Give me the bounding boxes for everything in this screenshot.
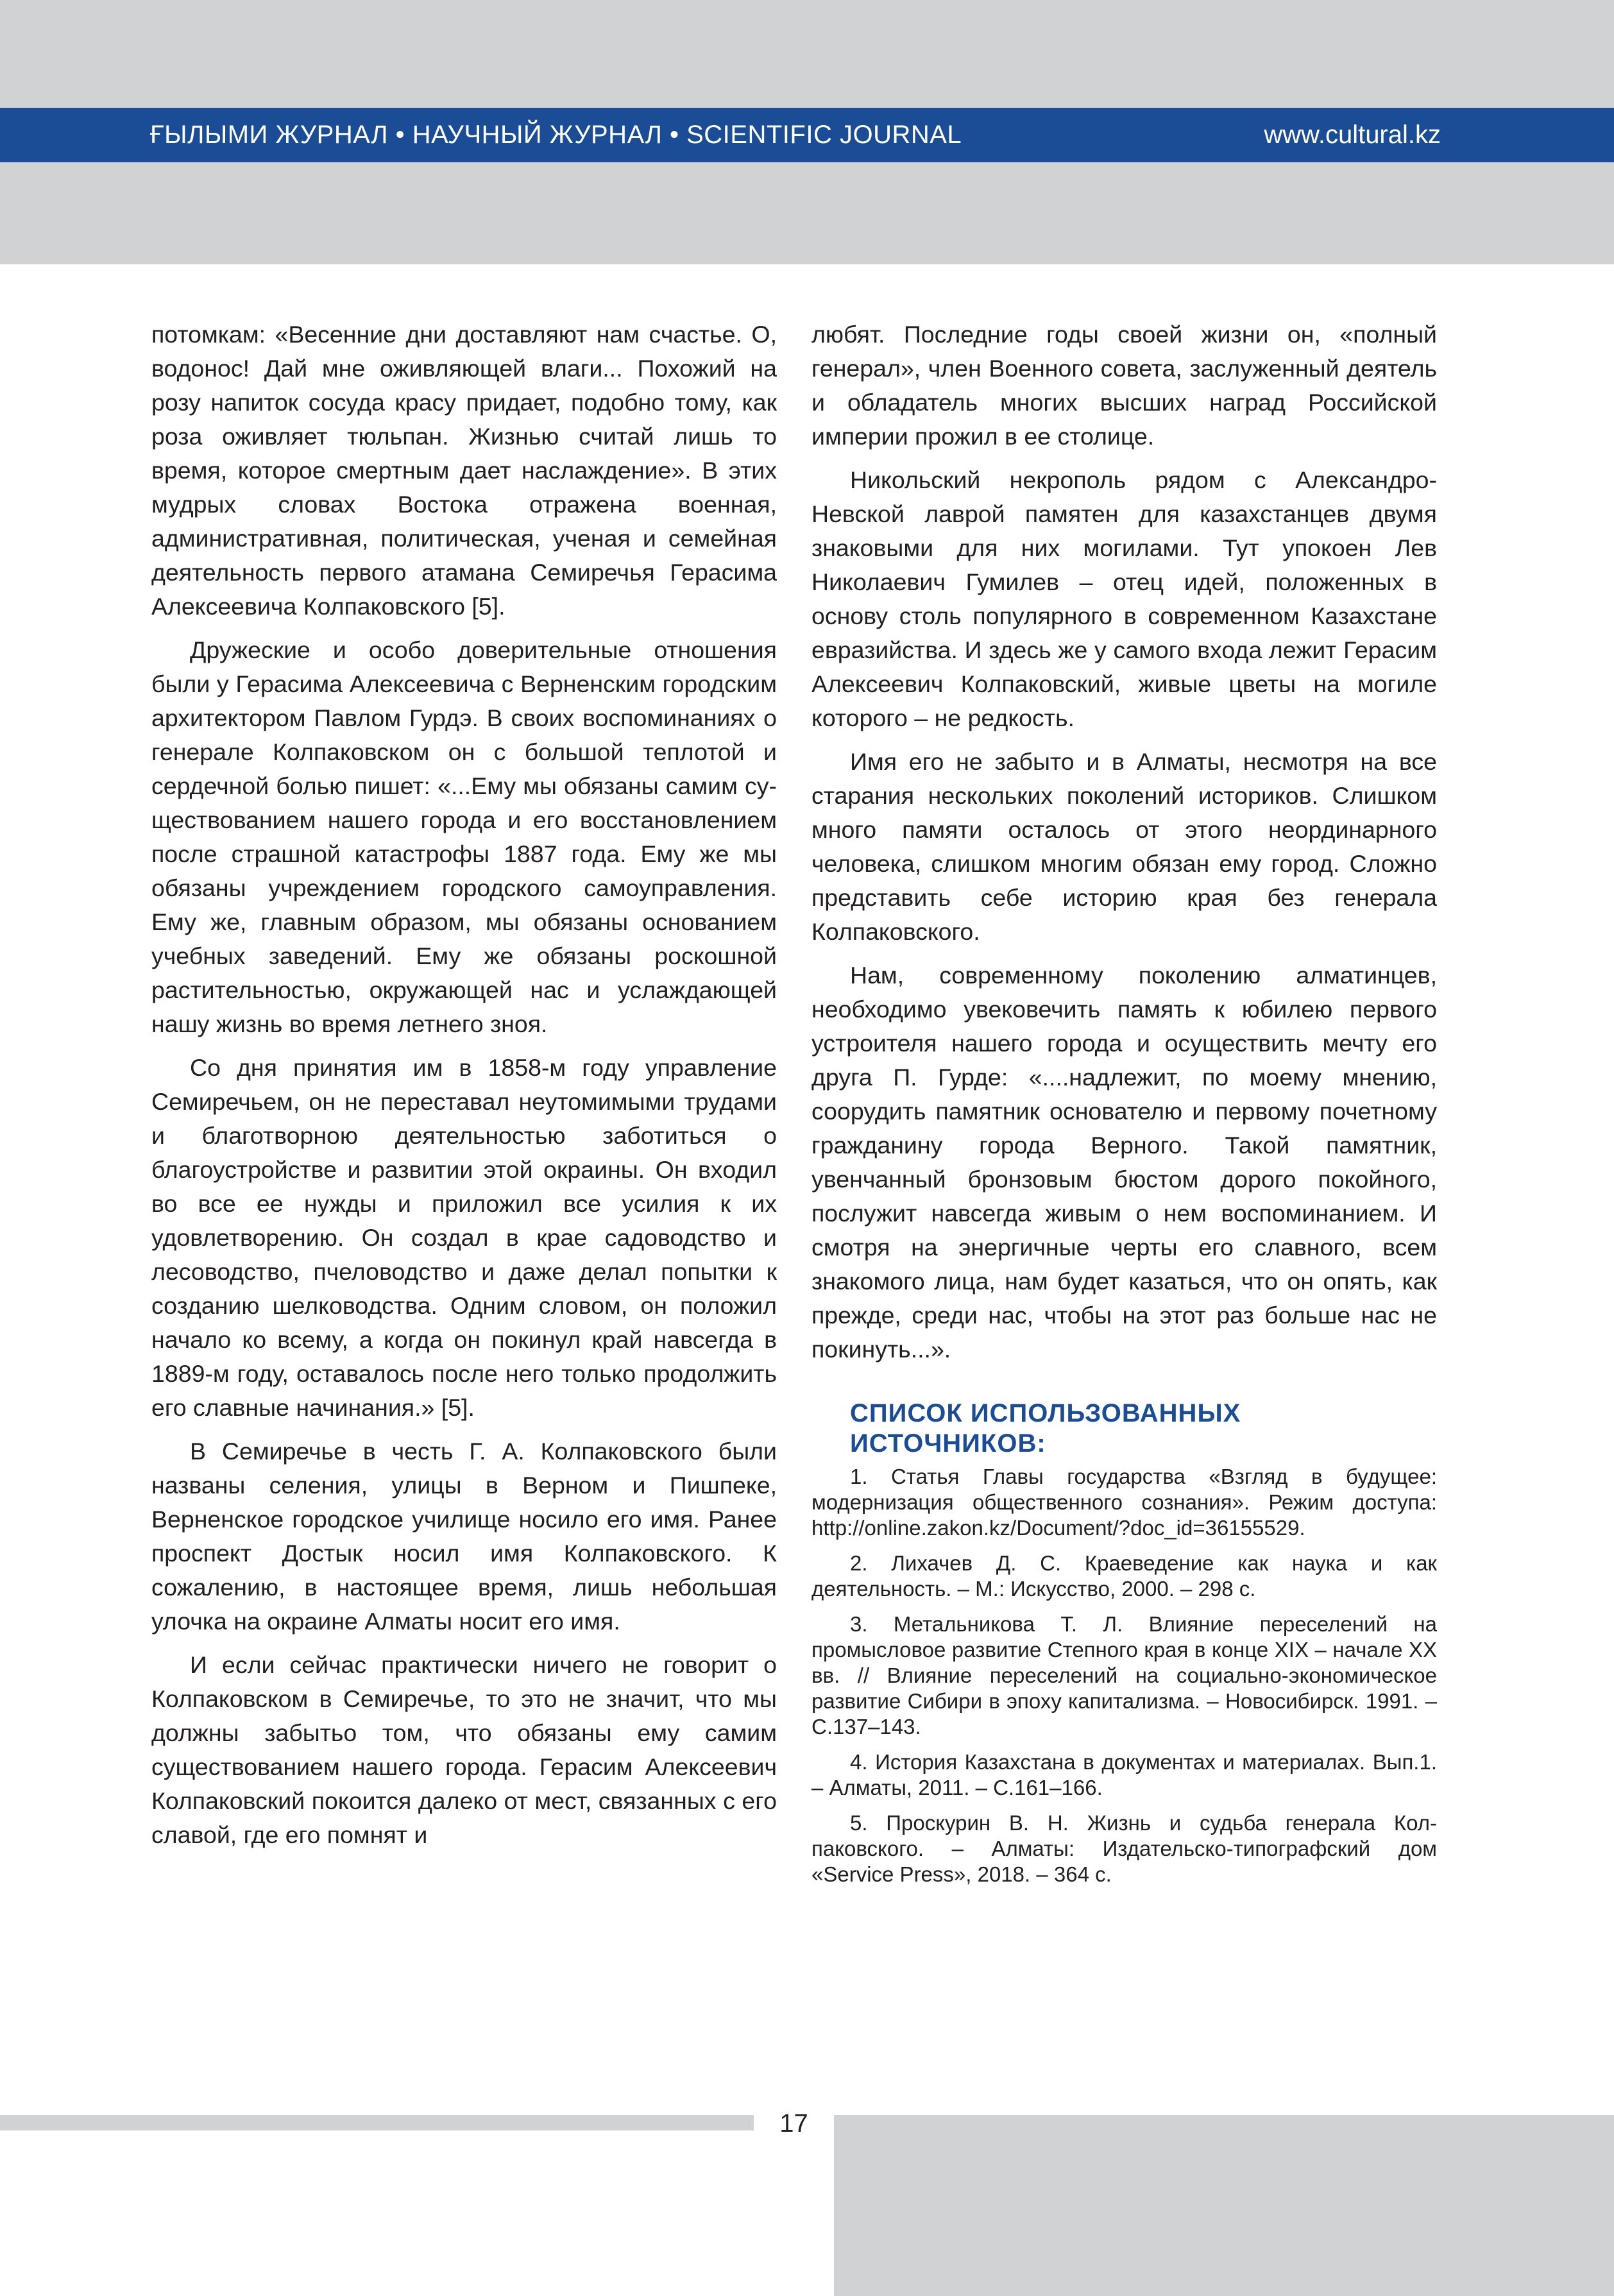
references-heading-line1: СПИСОК ИСПОЛЬЗОВАННЫХ	[850, 1399, 1241, 1427]
paragraph: Никольский некрополь рядом с Александро-Невской лаврой памятен для казахстанцев двумя знаковыми для них могилами. Тут упокоен Лев Николаевич Гумилев – отец идей, положенных в основу столь популярного в современном Казахстане евразийства. И здесь же у самого входа лежит Герасим Алексеевич Колпаковский, живые цветы на могиле которого – не редкость.	[811, 466, 1437, 731]
footer-block	[834, 2115, 1614, 2296]
reference-item: 4. История Казахстана в документах и материалах. Вып.1. – Алматы, 2011. – С.161–166.	[811, 1750, 1437, 1799]
references-heading-line2: ИСТОЧНИКОВ:	[850, 1429, 1046, 1458]
reference-item: 2. Лихачев Д. С. Краеведение как наука и как деятельность. – М.: Искусство, 2000. – 298 с.	[811, 1551, 1437, 1601]
paragraph: Нам, современному поколению алматинцев, необходимо увековечить память к юбилею первого устроителя нашего города и осуществить мечту его друга П. Гурде: «....надлежит, по моему мнению, соорудить памятник основателю и первому почетному гражданину города Верного. Такой памятник, увенчанный бронзовым бюстом дорого покойного, послужит навсегда живым о нем воспоминанием. И смотря на энергичные черты его славного, всем знакомого лица, нам будет казаться, что он опять, как прежде, среди нас, чтобы на этот раз больше нас не покинуть...».	[811, 962, 1437, 1363]
paragraph: потомкам: «Весенние дни доставляют нам счастье. О, водонос! Дай мне оживляющей влаги... Похожий на розу напиток сосуда красу придает, подобно тому, как роза оживляет тюльпан. Жизнью считай лишь то время, которое смертным дает наслаждение». В этих мудрых словах Востока отражена военная, административная, политическая, ученая и семейная деятельность первого атамана Семиречья Герасима Алексеевича Колпаковского [5].	[151, 321, 777, 620]
footer-rule	[0, 2115, 754, 2130]
reference-item: 5. Проскурин В. Н. Жизнь и судьба генерала Колпаковского. – Алматы: Издательско-типографский дом «Service Press», 2018. – 364 с.	[811, 1811, 1437, 1886]
left-column	[151, 318, 777, 1862]
references-heading	[850, 1399, 1437, 1459]
page-number: 17	[779, 2109, 808, 2138]
reference-item: 1. Статья Главы государства «Взгляд в будущее: модернизация общественного сознания». Режим доступа: http://online.zakon.kz/Document/?doc_id=36155529.	[811, 1465, 1437, 1540]
paragraph: Со дня принятия им в 1858-м году управление Семиречьем, он не переставал неутомимыми трудами и благотворною деятельностью заботиться о благоустройстве и развитии этой окраины. Он входил во все ее нужды и приложил все усилия к их удовлетворению. Он создал в крае садоводство и лесоводство, пчеловодство и даже делал попытки к созданию шелководства. Одним словом, он положил начало ко всему, а когда он покинул край навсегда в 1889-м году, оставалось после него только продолжить его славные начинания.» [5].	[151, 1054, 777, 1421]
right-column	[811, 318, 1437, 1897]
paragraph: И если сейчас практически ничего не говорит о Колпаковском в Семиречье, то это не значит, что мы должны забытьо том, что обязаны ему самим существованием нашего города. Герасим Алексеевич Колпаковский покоится далеко от мест, связанных с его славой, где его помнят и	[151, 1651, 777, 1848]
website-link[interactable]: www.cultural.kz	[1264, 121, 1441, 149]
paragraph: любят. Последние годы своей жизни он, «полный генерал», член Военного совета, заслуженный деятель и обладатель многих высших наград Российской империи прожил в ее столице.	[811, 321, 1437, 450]
reference-item: 3. Метальникова Т. Л. Влияние переселений на промысловое развитие Степного края в конце XIX – начале XX вв. // Влияние переселений на социально-экономическое развитие Сибири в эпоху капитализма. – Новосибирск. 1991. – С.137–143.	[811, 1612, 1437, 1739]
journal-title: ҒЫЛЫМИ ЖУРНАЛ • НАУЧНЫЙ ЖУРНАЛ • SCIENTIFIC JOURNAL	[150, 121, 962, 149]
journal-header-band	[0, 108, 1614, 162]
paragraph: Дружеские и особо доверительные отношения были у Герасима Алексеевича с Верненским городским архитектором Павлом Гурдэ. В своих воспоминаниях о генерале Колпаковском он с большой теплотой и сердечной болью пишет: «...Ему мы обязаны самим существованием нашего города и его восстановлением после страшной катастрофы 1887 года. Ему же мы обязаны учреждением городского самоуправления. Ему же, главным образом, мы обязаны основанием учебных заведений. Ему же обязаны роскошной растительностью, окружающей нас и услаждающей нашу жизнь во время летнего зноя.	[151, 636, 777, 1037]
paragraph: В Семиречье в честь Г. А. Колпаковского были названы селения, улицы в Верном и Пишпеке, Верненское городское училище носило его имя. Ранее проспект Достык носил имя Колпаковского. К сожалению, в настоящее время, лишь небольшая улочка на окраине Алматы носит его имя.	[151, 1438, 777, 1635]
paragraph: Имя его не забыто и в Алматы, несмотря на все старания нескольких поколений историков. Слишком много памяти осталось от этого неординарного человека, слишком многим обязан ему город. Сложно представить себе историю края без генерала Колпаковского.	[811, 748, 1437, 945]
